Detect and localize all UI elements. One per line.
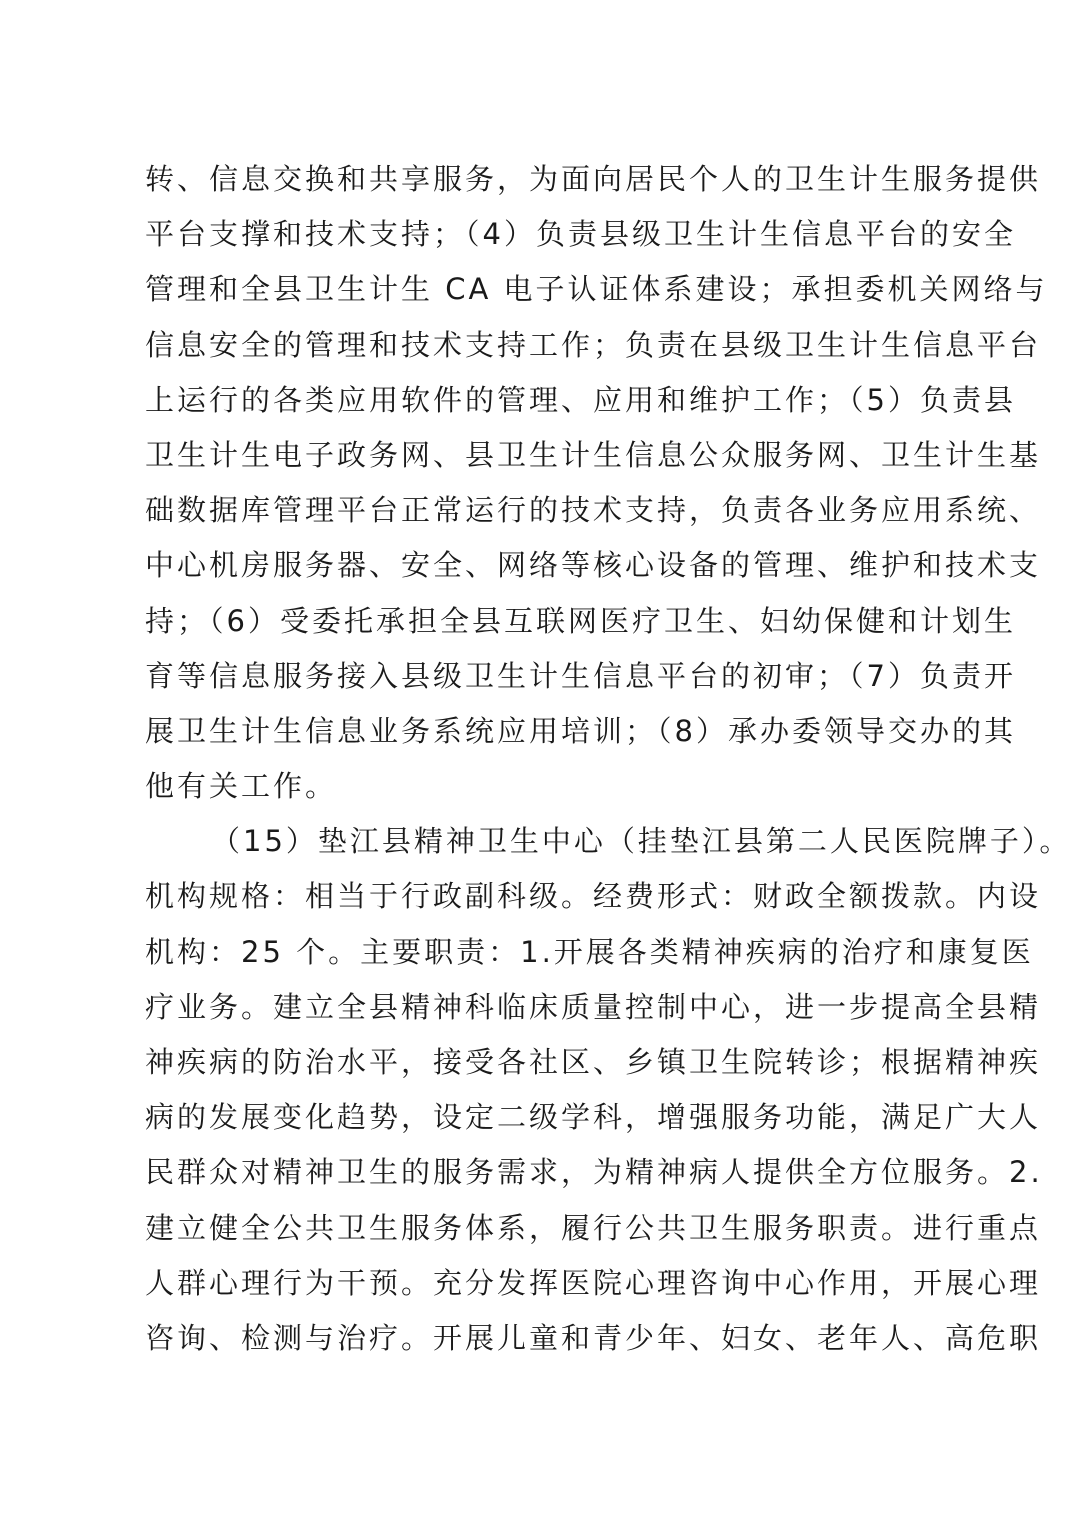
text-line: 机构：25 个。主要职责：1.开展各类精神疾病的治疗和康复医 bbox=[145, 934, 1034, 969]
text-line: 管理和全县卫生计生 CA 电子认证体系建设；承担委机关网络与 bbox=[145, 272, 1048, 307]
text-line: 疗业务。建立全县精神科临床质量控制中心，进一步提高全县精 bbox=[145, 989, 1042, 1024]
text-line: 转、信息交换和共享服务，为面向居民个人的卫生计生服务提供 bbox=[145, 162, 1042, 196]
text-line: 病的发展变化趋势，设定二级学科，增强服务功能，满足广大人 bbox=[145, 1100, 1042, 1135]
text-line: 上运行的各类应用软件的管理、应用和维护工作；（5）负责县 bbox=[145, 382, 1016, 417]
text-line: 建立健全公共卫生服务体系，履行公共卫生服务职责。进行重点 bbox=[145, 1210, 1042, 1245]
text-line: 咨询、检测与治疗。开展儿童和青少年、妇女、老年人、高危职 bbox=[145, 1320, 1042, 1355]
text-line: 人群心理行为干预。充分发挥医院心理咨询中心作用，开展心理 bbox=[145, 1265, 1042, 1300]
text-line: 平台支撑和技术支持；（4）负责县级卫生计生信息平台的安全 bbox=[145, 217, 1016, 252]
text-line: 础数据库管理平台正常运行的技术支持，负责各业务应用系统、 bbox=[145, 493, 1042, 528]
text-line: 机构规格：相当于行政副科级。经费形式：财政全额拨款。内设 bbox=[145, 879, 1042, 914]
text-line: 信息安全的管理和技术支持工作；负责在县级卫生计生信息平台 bbox=[145, 327, 1042, 362]
text-line: 卫生计生电子政务网、县卫生计生信息公众服务网、卫生计生基 bbox=[145, 437, 1042, 472]
text-line: 育等信息服务接入县级卫生计生信息平台的初审；（7）负责开 bbox=[145, 658, 1016, 693]
text-line: 民群众对精神卫生的服务需求，为精神病人提供全方位服务。2. bbox=[145, 1155, 1043, 1190]
paragraph-continued-duties bbox=[145, 152, 1048, 814]
text-line-indented: （15）垫江县精神卫生中心（挂垫江县第二人民医院牌子）。 bbox=[211, 824, 1072, 859]
text-line: 他有关工作。 bbox=[145, 769, 338, 804]
paragraph-mental-health-center bbox=[145, 814, 1072, 1366]
text-line: 展卫生计生信息业务系统应用培训；（8）承办委领导交办的其 bbox=[145, 713, 1016, 748]
document-body bbox=[145, 152, 1072, 1366]
text-line: 中心机房服务器、安全、网络等核心设备的管理、维护和技术支 bbox=[145, 548, 1042, 583]
text-line: 神疾病的防治水平，接受各社区、乡镇卫生院转诊；根据精神疾 bbox=[145, 1045, 1042, 1079]
text-line: 持；（6）受委托承担全县互联网医疗卫生、妇幼保健和计划生 bbox=[145, 603, 1016, 638]
